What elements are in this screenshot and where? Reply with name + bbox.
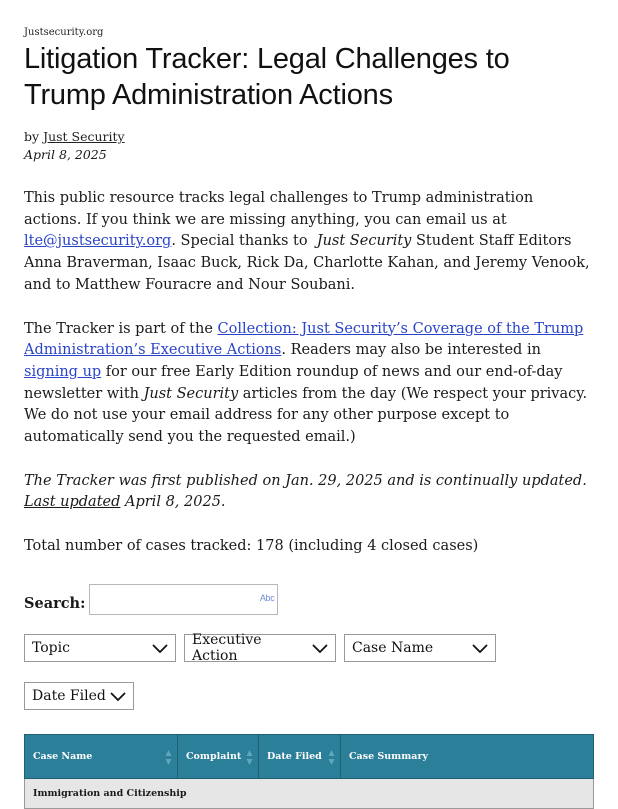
date-filed-filter-label: Date Filed xyxy=(32,687,106,704)
column-header-date-filed[interactable] xyxy=(259,735,341,778)
site-name: Justsecurity.org xyxy=(24,27,104,38)
search-label: Search: xyxy=(24,594,86,612)
published-note xyxy=(24,471,594,514)
intro-text-1: This public resource tracks legal challenges to Trump administration actions. If you think we are missing anything, you can email us at xyxy=(24,190,534,228)
intro-text-3: Student Staff Editors Anna Braverman, Isaac Buck, Rick Da, Charlotte Kahan, and Jeremy Venook, and to Matthew Fouracre and Nour Soubani. xyxy=(24,233,590,293)
executive-action-filter-label: Executive Action xyxy=(192,631,262,664)
search-input[interactable] xyxy=(89,584,278,615)
byline-prefix: by xyxy=(24,129,40,144)
intro-text-2: . Special thanks to xyxy=(171,233,313,250)
spellcheck-icon: Abc xyxy=(259,592,275,603)
column-header-label: Case Name xyxy=(33,750,93,762)
collection-text-2: . Readers may also be interested in xyxy=(281,342,541,359)
search-row xyxy=(24,584,594,615)
email-link[interactable]: lte@justsecurity.org xyxy=(24,233,172,250)
intro-publication-name: Just Security xyxy=(316,233,412,250)
collection-text-4: articles from the day (We respect your privacy. We do not use your email address for any other purpose except to automatically send you the requested email.) xyxy=(24,385,588,446)
filter-row-1 xyxy=(24,631,594,664)
collection-paragraph xyxy=(24,319,594,449)
column-header-label: Complaint xyxy=(186,750,242,762)
sort-icon xyxy=(328,749,335,766)
case-name-filter-label: Case Name xyxy=(352,639,434,656)
intro-paragraph xyxy=(24,188,594,297)
author-link[interactable]: Just Security xyxy=(43,129,125,144)
chevron-down-icon xyxy=(109,690,127,702)
collection-publication-name: Just Security xyxy=(143,385,239,402)
last-updated-date: April 8, 2025. xyxy=(120,494,226,511)
executive-action-filter-select[interactable] xyxy=(184,631,336,664)
published-text: The Tracker was first published on Jan. 29, 2025 and is continually updated. xyxy=(24,472,587,489)
signup-link[interactable]: signing up xyxy=(24,363,102,380)
column-header-label: Case Summary xyxy=(349,750,428,762)
publish-date: April 8, 2025 xyxy=(24,147,107,162)
column-header-case-summary xyxy=(341,735,593,778)
filter-row-2 xyxy=(24,682,594,710)
column-header-case-name[interactable] xyxy=(25,735,178,778)
collection-text-1: The Tracker is part of the xyxy=(24,320,218,337)
collection-text-3: for our free Early Edition roundup of news and our end-of-day newsletter with xyxy=(24,363,563,402)
cases-table xyxy=(24,734,594,809)
last-updated-label: Last updated xyxy=(24,494,121,511)
sort-icon xyxy=(165,749,172,766)
sort-icon xyxy=(246,749,253,766)
table-group-row[interactable]: Immigration and Citizenship xyxy=(24,779,594,809)
collection-link[interactable]: Collection: Just Security’s Coverage of the Trump Administration’s Executive Actions xyxy=(24,320,584,359)
case-name-filter-select[interactable] xyxy=(344,634,496,662)
topic-filter-select[interactable] xyxy=(24,634,176,662)
page-title: Litigation Tracker: Legal Challenges to Trump Administration Actions xyxy=(24,43,510,111)
column-header-complaint[interactable] xyxy=(178,735,259,778)
date-filed-filter-select[interactable] xyxy=(24,682,134,710)
chevron-down-icon xyxy=(311,642,329,654)
total-cases: Total number of cases tracked: 178 (including 4 closed cases) xyxy=(24,538,479,555)
chevron-down-icon xyxy=(151,642,169,654)
column-header-label: Date Filed xyxy=(267,750,322,762)
byline xyxy=(24,128,594,146)
topic-filter-label: Topic xyxy=(32,639,70,656)
table-header xyxy=(24,734,594,779)
chevron-down-icon xyxy=(471,642,489,654)
